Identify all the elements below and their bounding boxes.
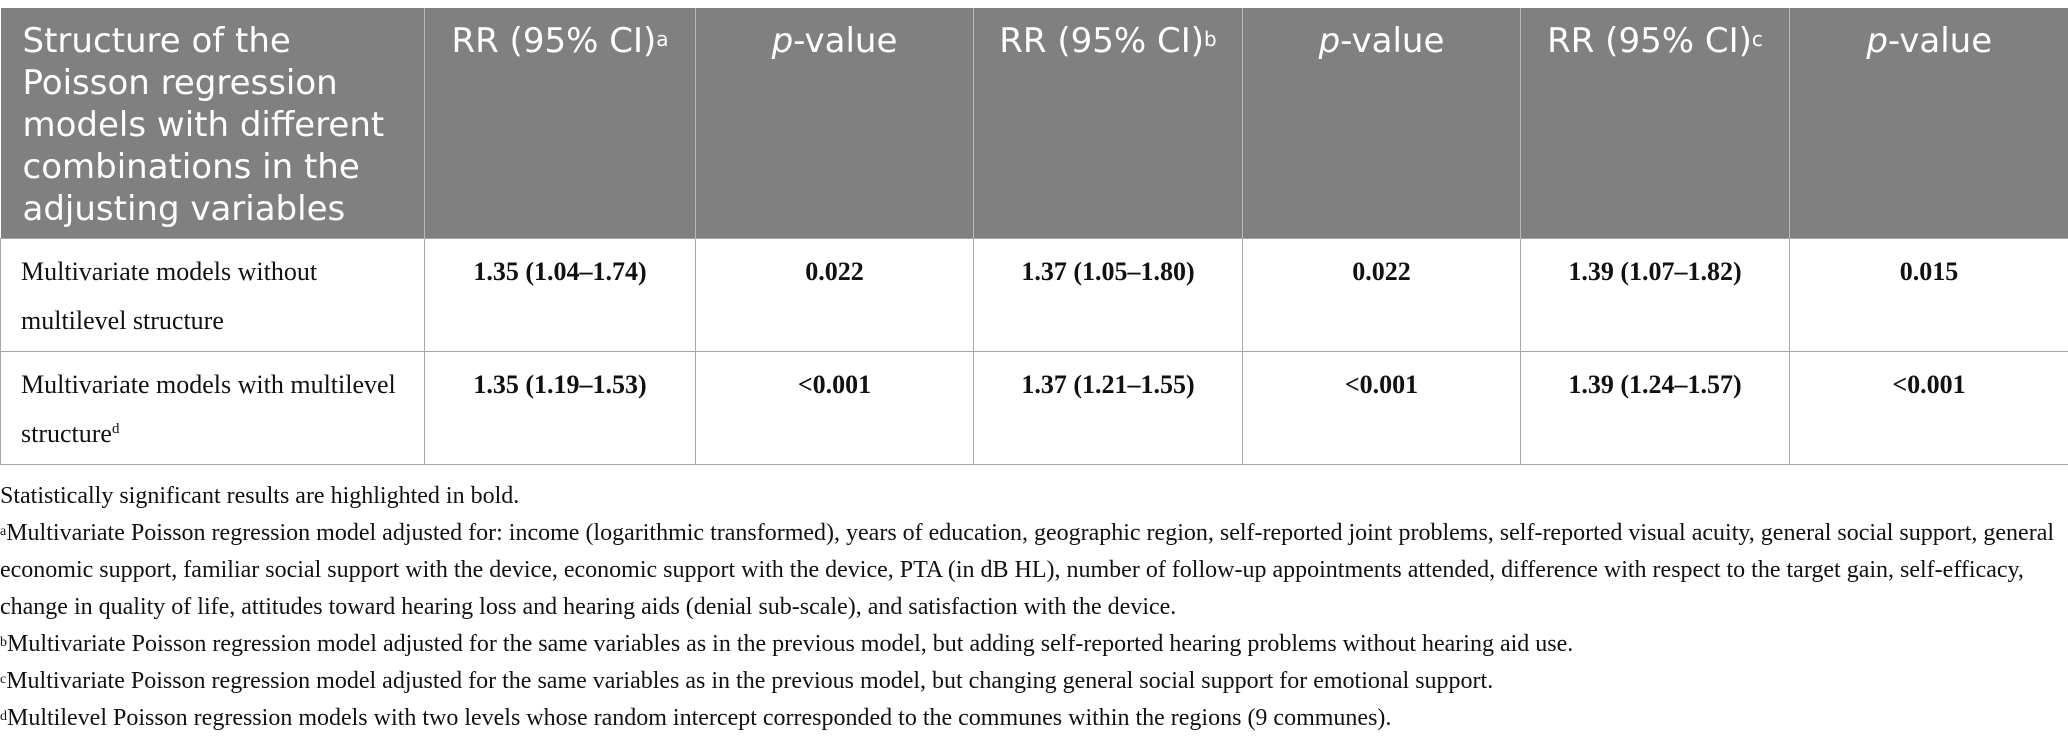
cell-p-b: 0.022 bbox=[1243, 238, 1521, 351]
header-row bbox=[1, 8, 2068, 238]
header-p-c: p-value bbox=[1790, 8, 2068, 238]
header-p-a: p-value bbox=[696, 8, 974, 238]
footnote-c: $^c$Multivariate Poisson regression model adjusted for the same variables as in the previous model, but changing general social support for emotional support. bbox=[0, 668, 1494, 694]
footnote-marker-a: a bbox=[656, 27, 669, 51]
cell-rr-c: 1.39 (1.07–1.82) bbox=[1521, 238, 1790, 351]
cell-p-c: <0.001 bbox=[1790, 351, 2068, 464]
row-label: Multivariate models with multilevel structure$^d$ bbox=[1, 351, 425, 464]
table-row bbox=[1, 351, 2068, 464]
footnote-a: $^a$Multivariate Poisson regression model adjusted for: income (logarithmic transformed), years of education, geographic region, self-reported joint problems, self-reported visual acuity, general social support, general economic support, familiar social support with the device, economic support with the device, PTA (in dB HL), number of follow-up appointments attended, difference with respect to the target gain, self-efficacy, change in quality of life, attitudes toward hearing loss and hearing aids (denial sub-scale), and satisfaction with the device. bbox=[0, 520, 2055, 620]
cell-rr-c: 1.39 (1.24–1.57) bbox=[1521, 351, 1790, 464]
cell-rr-b: 1.37 (1.21–1.55) bbox=[974, 351, 1243, 464]
cell-p-a: 0.022 bbox=[696, 238, 974, 351]
row-label: Multivariate models without multilevel structure bbox=[1, 238, 425, 351]
footnote-significance: Statistically significant results are highlighted in bold. bbox=[0, 483, 520, 509]
footnote-b: $^b$Multivariate Poisson regression model adjusted for the same variables as in the previous model, but adding self-reported hearing problems without hearing aid use. bbox=[0, 631, 1574, 657]
results-table-container bbox=[0, 8, 2068, 465]
results-table bbox=[0, 8, 2068, 465]
cell-p-b: <0.001 bbox=[1243, 351, 1521, 464]
header-rr-b: RR (95% CI)$^b$ bbox=[974, 8, 1243, 238]
table-footnotes bbox=[0, 478, 2060, 737]
cell-p-a: <0.001 bbox=[696, 351, 974, 464]
footnote-marker-c: c bbox=[1751, 27, 1763, 51]
footnote-marker-d: d bbox=[111, 420, 120, 437]
header-rr-c: RR (95% CI)$^c$ bbox=[1521, 8, 1790, 238]
header-p-b: p-value bbox=[1243, 8, 1521, 238]
header-rr-a: RR (95% CI)$^a$ bbox=[425, 8, 696, 238]
footnote-d: $^d$Multilevel Poisson regression models with two levels whose random intercept corresponded to the communes within the regions (9 communes). bbox=[0, 705, 1392, 731]
cell-rr-a: 1.35 (1.19–1.53) bbox=[425, 351, 696, 464]
cell-p-c: 0.015 bbox=[1790, 238, 2068, 351]
cell-rr-a: 1.35 (1.04–1.74) bbox=[425, 238, 696, 351]
header-structure: Structure of the Poisson regression models with different combinations in the adjusting variables bbox=[1, 8, 425, 238]
table-row bbox=[1, 238, 2068, 351]
cell-rr-b: 1.37 (1.05–1.80) bbox=[974, 238, 1243, 351]
footnote-marker-b: b bbox=[1204, 27, 1217, 51]
